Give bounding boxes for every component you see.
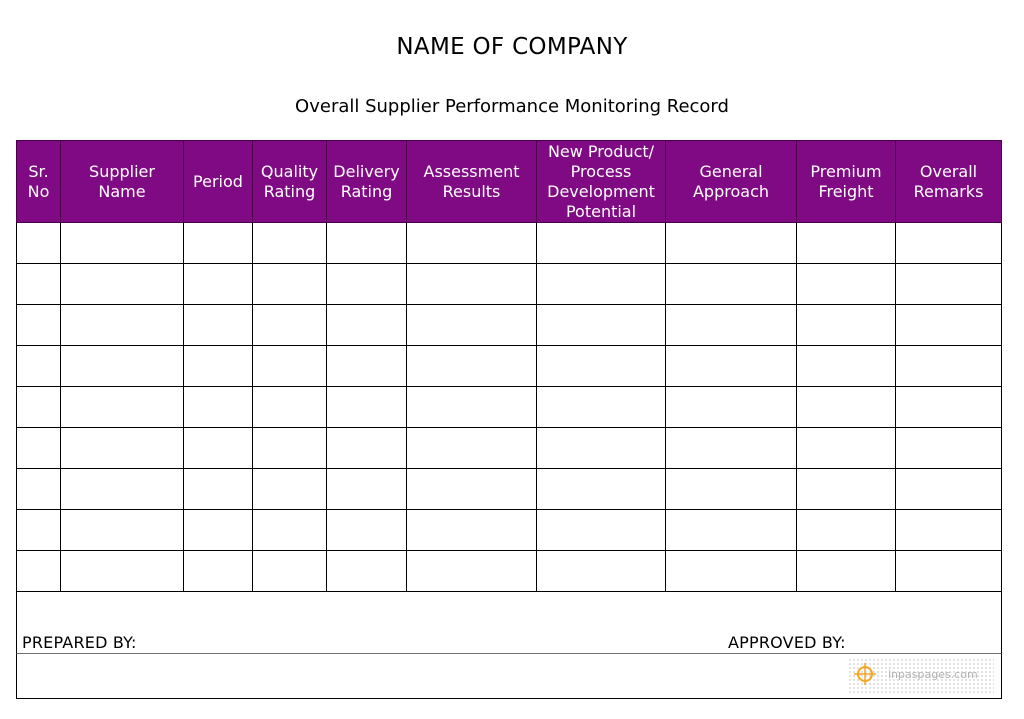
table-cell[interactable] xyxy=(797,387,896,428)
table-cell[interactable] xyxy=(537,305,666,346)
table-cell[interactable] xyxy=(17,551,61,592)
header-general-approach: General Approach xyxy=(666,141,797,223)
table-cell[interactable] xyxy=(537,264,666,305)
table-cell[interactable] xyxy=(61,305,184,346)
table-cell[interactable] xyxy=(253,387,327,428)
table-cell[interactable] xyxy=(17,469,61,510)
table-cell[interactable] xyxy=(407,428,537,469)
table-cell[interactable] xyxy=(797,510,896,551)
table-cell[interactable] xyxy=(17,346,61,387)
watermark-text: inpaspages.com xyxy=(888,668,978,681)
table-cell[interactable] xyxy=(537,510,666,551)
table-cell[interactable] xyxy=(896,469,1002,510)
table-cell[interactable] xyxy=(253,510,327,551)
table-row xyxy=(17,305,1002,346)
table-cell[interactable] xyxy=(896,346,1002,387)
table-row xyxy=(17,428,1002,469)
table-header-row xyxy=(17,141,1002,223)
table-cell[interactable] xyxy=(184,428,253,469)
table-row xyxy=(17,223,1002,264)
table-cell[interactable] xyxy=(61,428,184,469)
table-cell[interactable] xyxy=(327,510,407,551)
table-cell[interactable] xyxy=(666,469,797,510)
header-quality-rating: Quality Rating xyxy=(253,141,327,223)
table-cell[interactable] xyxy=(407,510,537,551)
table-cell[interactable] xyxy=(327,387,407,428)
table-cell[interactable] xyxy=(896,510,1002,551)
table-row xyxy=(17,510,1002,551)
table-cell[interactable] xyxy=(17,305,61,346)
table-cell[interactable] xyxy=(327,223,407,264)
crosshair-logo-icon xyxy=(854,663,876,685)
table-cell[interactable] xyxy=(797,428,896,469)
table-cell[interactable] xyxy=(253,305,327,346)
table-row xyxy=(17,551,1002,592)
table-cell[interactable] xyxy=(797,346,896,387)
table-cell[interactable] xyxy=(797,264,896,305)
table-cell[interactable] xyxy=(797,305,896,346)
table-cell[interactable] xyxy=(17,428,61,469)
table-cell[interactable] xyxy=(184,551,253,592)
table-cell[interactable] xyxy=(797,223,896,264)
table-cell[interactable] xyxy=(253,223,327,264)
header-premium-freight: Premium Freight xyxy=(797,141,896,223)
table-cell[interactable] xyxy=(896,223,1002,264)
header-new-product-process: New Product/ Process Development Potential xyxy=(537,141,666,223)
table-cell[interactable] xyxy=(61,264,184,305)
prepared-by-label: PREPARED BY: xyxy=(22,633,137,652)
header-sr-no: Sr. No xyxy=(17,141,61,223)
header-supplier-name: Supplier Name xyxy=(61,141,184,223)
supplier-performance-table xyxy=(16,140,1002,592)
company-name-title: NAME OF COMPANY xyxy=(396,34,628,60)
table-cell[interactable] xyxy=(407,264,537,305)
table-cell[interactable] xyxy=(896,551,1002,592)
table-row xyxy=(17,264,1002,305)
table-cell[interactable] xyxy=(537,428,666,469)
table-cell[interactable] xyxy=(253,469,327,510)
table-cell[interactable] xyxy=(327,428,407,469)
approved-by-label: APPROVED BY: xyxy=(728,633,846,652)
table-body xyxy=(17,223,1002,592)
table-cell[interactable] xyxy=(537,387,666,428)
table-cell[interactable] xyxy=(797,551,896,592)
table-cell[interactable] xyxy=(184,510,253,551)
table-cell[interactable] xyxy=(327,346,407,387)
table-cell[interactable] xyxy=(666,305,797,346)
table-cell[interactable] xyxy=(896,305,1002,346)
table-cell[interactable] xyxy=(184,346,253,387)
table-cell[interactable] xyxy=(537,469,666,510)
table-cell[interactable] xyxy=(253,551,327,592)
header-overall-remarks: Overall Remarks xyxy=(896,141,1002,223)
header-delivery-rating: Delivery Rating xyxy=(327,141,407,223)
table-cell[interactable] xyxy=(17,510,61,551)
table-cell[interactable] xyxy=(184,305,253,346)
table-cell[interactable] xyxy=(896,387,1002,428)
table-cell[interactable] xyxy=(253,264,327,305)
table-cell[interactable] xyxy=(666,510,797,551)
table-row xyxy=(17,346,1002,387)
table-cell[interactable] xyxy=(253,428,327,469)
table-cell[interactable] xyxy=(537,346,666,387)
table-cell[interactable] xyxy=(61,551,184,592)
table-cell[interactable] xyxy=(407,551,537,592)
table-cell[interactable] xyxy=(407,346,537,387)
table-cell[interactable] xyxy=(407,305,537,346)
table-cell[interactable] xyxy=(17,264,61,305)
table-cell[interactable] xyxy=(61,346,184,387)
table-cell[interactable] xyxy=(797,469,896,510)
table-cell[interactable] xyxy=(896,428,1002,469)
table-cell[interactable] xyxy=(407,223,537,264)
table-cell[interactable] xyxy=(61,469,184,510)
table-cell[interactable] xyxy=(184,264,253,305)
table-cell[interactable] xyxy=(537,551,666,592)
table-cell[interactable] xyxy=(666,223,797,264)
table-cell[interactable] xyxy=(537,223,666,264)
table-cell[interactable] xyxy=(666,387,797,428)
signature-area xyxy=(16,592,1002,654)
table-cell[interactable] xyxy=(896,264,1002,305)
table-cell[interactable] xyxy=(666,346,797,387)
header-period: Period xyxy=(184,141,253,223)
table-cell[interactable] xyxy=(184,387,253,428)
table-cell[interactable] xyxy=(253,346,327,387)
table-cell[interactable] xyxy=(61,223,184,264)
table-cell[interactable] xyxy=(61,387,184,428)
table-cell[interactable] xyxy=(327,551,407,592)
table-cell[interactable] xyxy=(184,223,253,264)
table-cell[interactable] xyxy=(61,510,184,551)
table-cell[interactable] xyxy=(17,223,61,264)
table-cell[interactable] xyxy=(327,469,407,510)
table-cell[interactable] xyxy=(327,305,407,346)
table-row xyxy=(17,387,1002,428)
header-assessment-results: Assessment Results xyxy=(407,141,537,223)
table-cell[interactable] xyxy=(666,428,797,469)
table-row xyxy=(17,469,1002,510)
table-cell[interactable] xyxy=(407,387,537,428)
table-cell[interactable] xyxy=(666,551,797,592)
record-subtitle: Overall Supplier Performance Monitoring Record xyxy=(295,96,729,117)
table-cell[interactable] xyxy=(327,264,407,305)
table-cell[interactable] xyxy=(407,469,537,510)
table-cell[interactable] xyxy=(184,469,253,510)
watermark xyxy=(848,658,994,694)
table-cell[interactable] xyxy=(17,387,61,428)
table-cell[interactable] xyxy=(666,264,797,305)
